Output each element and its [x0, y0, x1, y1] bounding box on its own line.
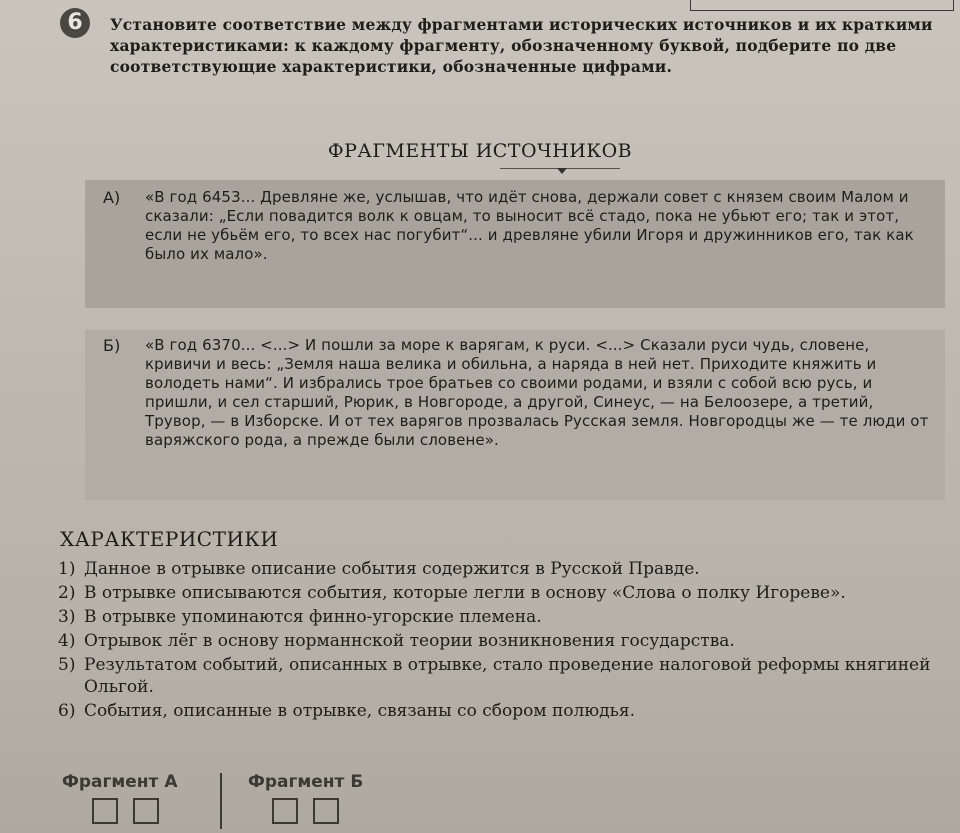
characteristic-item: [58, 630, 938, 652]
characteristic-item: [58, 582, 938, 604]
characteristic-number: 2): [58, 583, 76, 603]
fragment-b-answer-cell-1[interactable]: [272, 798, 298, 824]
fragment-b-answer-cell-2[interactable]: [313, 798, 339, 824]
answer-divider: [220, 773, 222, 829]
characteristics-title: ХАРАКТЕРИСТИКИ: [60, 527, 279, 551]
characteristic-text: Результатом событий, описанных в отрывке, стало проведение налоговой реформы княгиней Ольгой.: [84, 655, 931, 697]
characteristic-number: 3): [58, 607, 76, 627]
characteristic-text: Отрывок лёг в основу норманнской теории возникновения государства.: [84, 631, 735, 651]
fragment-a-text: «В год 6453... Древляне же, услышав, что идёт снова, держали совет с князем своим Малом и сказали: „Если повадится волк к овцам, то выносит всё стадо, пока не убьют его; так и этот, если не убьём его, то всех нас погубит“... и древляне убили Игоря и дружинников его, так как было их мало».: [145, 188, 914, 263]
fragment-a-answer-cell-2[interactable]: [133, 798, 159, 824]
characteristic-number: 1): [58, 559, 76, 579]
fragment-a: [85, 180, 945, 308]
fragment-b-letter: Б): [103, 336, 121, 355]
task-number-badge: 6: [60, 8, 90, 38]
fragment-b-text: «В год 6370... <...> И пошли за море к варягам, к руси. <...> Сказали руси чудь, словене, кривичи и весь: „Земля наша велика и обильна, а наряда в ней нет. Приходите княжить и володеть нами“. И избрались трое братьев со своими родами, и взяли с собой всю русь, и пришли, и сел старший, Рюрик, в Новгороде, а другой, Синеус, — на Белоозере, а третий, Трувор, — в Изборске. И от тех варягов прозвалась Русская земля. Новгородцы же — те люди от варяжского рода, а прежде были словене».: [145, 336, 929, 449]
characteristic-number: 4): [58, 631, 76, 651]
characteristic-text: Данное в отрывке описание события содержится в Русской Правде.: [84, 559, 700, 579]
characteristic-text: События, описанные в отрывке, связаны со сбором полюдья.: [84, 701, 635, 721]
task-instructions: Установите соответствие между фрагментами исторических источников и их краткими характеристиками: к каждому фрагменту, обозначенному буквой, подберите по две соответствующие характеристики, обозначенные цифрами.: [110, 15, 933, 76]
characteristic-number: 5): [58, 655, 76, 675]
page-top-frame: [690, 0, 954, 11]
characteristic-item: [58, 654, 938, 698]
fragment-b: [85, 330, 945, 500]
title-arrow-icon: [557, 168, 567, 174]
characteristic-item: [58, 700, 938, 722]
characteristic-number: 6): [58, 701, 76, 721]
characteristic-item: [58, 558, 938, 580]
fragment-a-letter: А): [103, 188, 121, 207]
fragment-a-answer-cell-1[interactable]: [92, 798, 118, 824]
fragments-section-title: ФРАГМЕНТЫ ИСТОЧНИКОВ: [327, 140, 633, 162]
characteristic-item: [58, 606, 938, 628]
characteristics-list: [58, 558, 938, 724]
fragment-b-answer-label: Фрагмент Б: [248, 772, 364, 792]
fragment-a-answer-label: Фрагмент А: [62, 772, 178, 792]
characteristic-text: В отрывке описываются события, которые легли в основу «Слова о полку Игореве».: [84, 583, 846, 603]
characteristic-text: В отрывке упоминаются финно-угорские племена.: [84, 607, 542, 627]
